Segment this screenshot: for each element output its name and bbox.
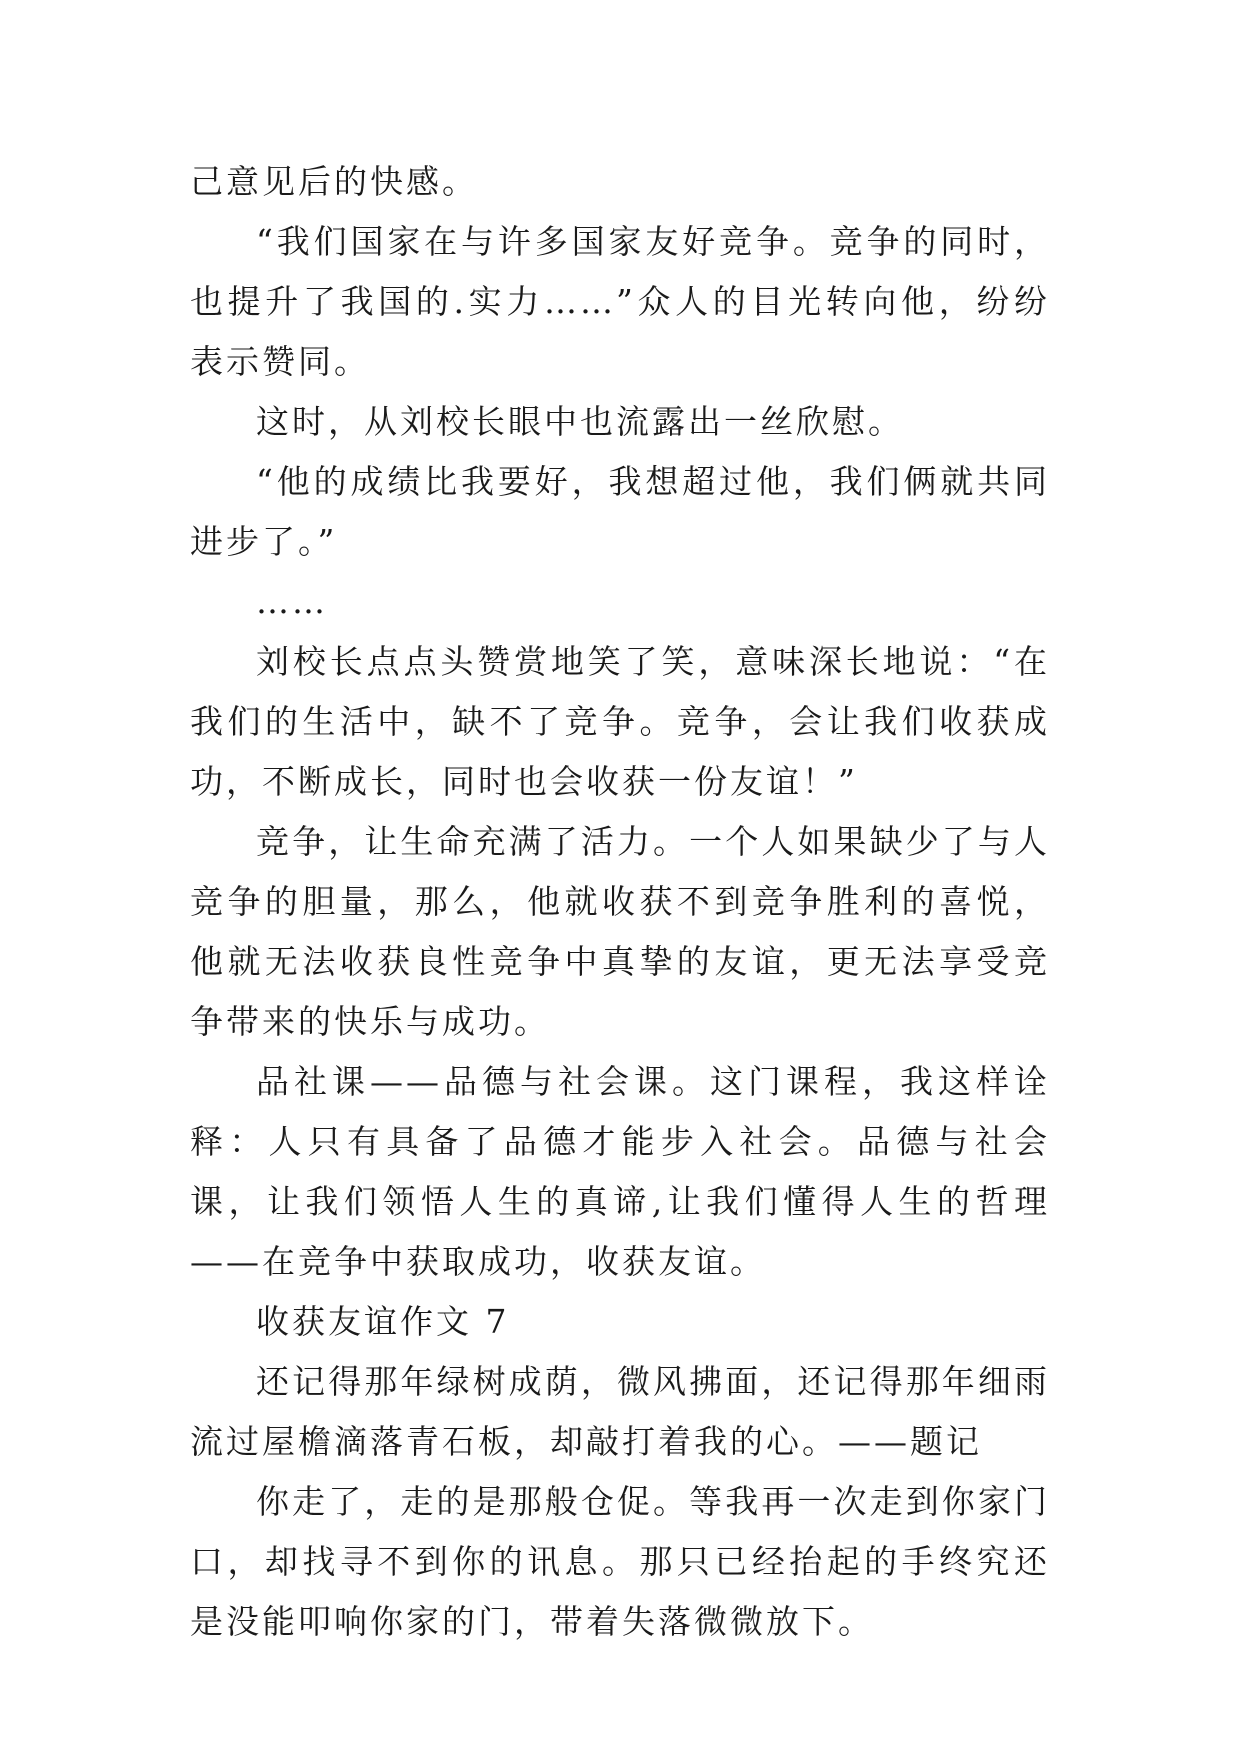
paragraph: 己意见后的快感。: [190, 162, 478, 201]
paragraph: 品社课——品德与社会课。这门课程，我这样诠释：人只有具备了品德才能步入社会。品德与社会课，让我们领悟人生的真谛,让我们懂得人生的哲理——在竞争中获取成功，收获友谊。: [190, 1062, 1050, 1281]
paragraph: 这时，从刘校长眼中也流露出一丝欣慰。: [256, 402, 904, 441]
paragraph: “我们国家在与许多国家友好竞争。竞争的同时，也提升了我国的.实力……”众人的目光转向他，纷纷表示赞同。: [190, 222, 1050, 381]
paragraph: 还记得那年绿树成荫，微风拂面，还记得那年细雨流过屋檐滴落青石板，却敲打着我的心。——题记: [190, 1362, 1050, 1461]
paragraph: 你走了，走的是那般仓促。等我再一次走到你家门口，却找寻不到你的讯息。那只已经抬起的手终究还是没能叩响你家的门，带着失落微微放下。: [190, 1482, 1050, 1641]
paragraph: 竞争，让生命充满了活力。一个人如果缺少了与人竞争的胆量，那么，他就收获不到竞争胜利的喜悦，他就无法收获良性竞争中真挚的友谊，更无法享受竞争带来的快乐与成功。: [190, 822, 1050, 1041]
essay-title: 收获友谊作文 7: [256, 1302, 510, 1341]
paragraph: 刘校长点点头赞赏地笑了笑，意味深长地说：“在我们的生活中，缺不了竞争。竞争，会让我们收获成功，不断成长，同时也会收获一份友谊！”: [190, 642, 1050, 801]
paragraph: “他的成绩比我要好，我想超过他，我们俩就共同进步了。”: [190, 462, 1050, 561]
document-body: [190, 152, 1050, 1652]
paragraph-ellipsis: ……: [256, 582, 328, 621]
